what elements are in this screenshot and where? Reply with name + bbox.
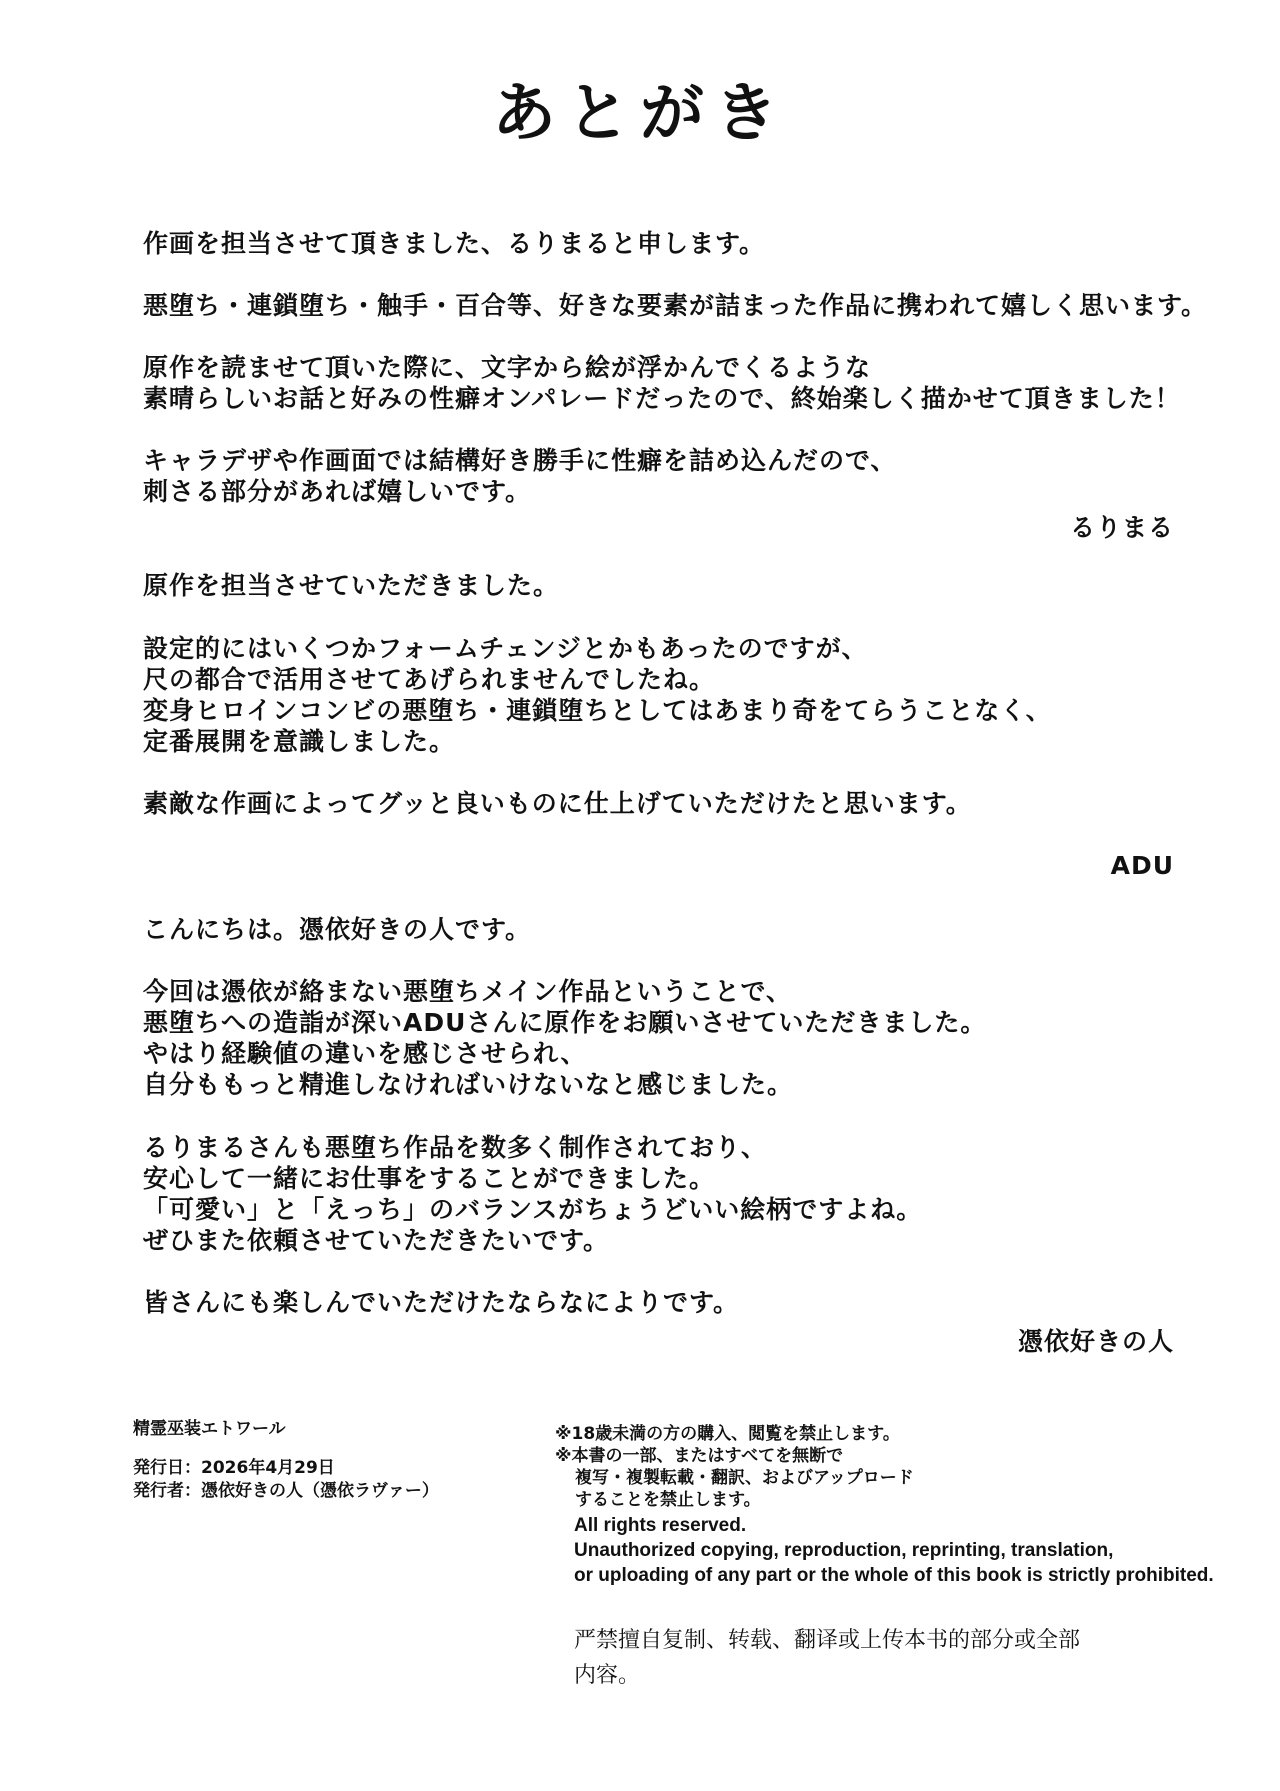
- chinese-line: 内容。: [574, 1663, 641, 1688]
- afterword-paragraph: [143, 1132, 1183, 1256]
- text-line: やはり経験値の違いを感じさせられ、: [143, 1039, 587, 1068]
- publish-date: 発行日：2026年4月29日: [133, 1458, 335, 1478]
- text-line: 尺の都合で活用させてあげられませんでしたね。: [143, 665, 716, 694]
- text-line: 今回は憑依が絡まない悪堕ちメイン作品ということで、: [143, 977, 793, 1006]
- rights-reserved: All rights reserved.: [574, 1515, 747, 1536]
- text-line: 悪堕ち・連鎖堕ち・触手・百合等、好きな要素が詰まった作品に携われて嬉しく思います。: [143, 291, 1208, 320]
- english-line: Unauthorized copying, reproduction, reprinting, translation,: [574, 1540, 1114, 1561]
- text-line: 皆さんにも楽しんでいただけたならなによりです。: [143, 1288, 740, 1317]
- text-line: 刺さる部分があれば嬉しいです。: [143, 477, 532, 506]
- afterword-paragraph: [143, 352, 1183, 414]
- text-line: 安心して一緒にお仕事をすることができました。: [143, 1164, 716, 1193]
- text-line: 「可愛い」と「えっち」のバランスがちょうどいい絵柄ですよね。: [143, 1195, 923, 1224]
- text-line: ぜひまた依頼させていただきたいです。: [143, 1226, 610, 1255]
- signature-adu: ADU: [1110, 851, 1174, 880]
- colophon-info: [133, 1418, 439, 1503]
- book-title: 精霊巫装エトワール: [133, 1419, 286, 1439]
- text-line: 変身ヒロインコンビの悪堕ち・連鎖堕ちとしてはあまり奇をてらうことなく、: [143, 696, 1052, 725]
- page-title: あとがき: [492, 77, 788, 151]
- afterword-paragraph: [143, 976, 1183, 1100]
- text-line: キャラデザや作画面では結構好き勝手に性癖を詰め込んだので、: [143, 446, 897, 475]
- text-line: るりまるさんも悪堕ち作品を数多く制作されており、: [143, 1133, 768, 1162]
- afterword-hyoui: [143, 914, 1183, 945]
- signature-rurimaru: るりまる: [1069, 513, 1174, 542]
- english-line: or uploading of any part or the whole of this book is strictly prohibited.: [574, 1565, 1214, 1586]
- signature-hyoui: 憑依好きの人: [1017, 1327, 1174, 1356]
- notice-copy: ※本書の一部、またはすべてを無断で: [555, 1446, 844, 1466]
- text-line: 悪堕ちへの造詣が深いADUさんに原作をお願いさせていただきました。: [143, 1008, 987, 1037]
- text-line: 原作を担当させていただきました。: [143, 571, 560, 600]
- publisher: 発行者：憑依好きの人（憑依ラヴァー）: [133, 1481, 439, 1501]
- afterword-paragraph: [143, 788, 1183, 819]
- legal-notice: [555, 1423, 914, 1511]
- notice-age: ※18歳未満の方の購入、閲覧を禁止します。: [555, 1424, 900, 1444]
- english-notice: [574, 1513, 1214, 1588]
- afterword-adu: [143, 570, 1183, 601]
- afterword-paragraph: [143, 290, 1208, 321]
- afterword-paragraph: [143, 445, 1183, 507]
- spacer: [133, 1441, 439, 1457]
- text-line: 自分ももっと精進しなければいけないなと感じました。: [143, 1070, 794, 1099]
- text-line: 作画を担当させて頂きました、るりまると申します。: [143, 229, 766, 258]
- afterword-paragraph: [143, 1287, 1183, 1318]
- notice-copy-line2: 複写・複製転載・翻訳、およびアップロード: [575, 1468, 914, 1488]
- text-line: 原作を読ませて頂いた際に、文字から絵が浮かんでくるような: [143, 353, 872, 382]
- text-line: 素敵な作画によってグッと良いものに仕上げていただけたと思います。: [143, 789, 972, 818]
- text-line: 定番展開を意識しました。: [143, 727, 456, 756]
- afterword-rurimaru: [143, 228, 1183, 259]
- text-line: こんにちは。憑依好きの人です。: [143, 915, 532, 944]
- text-line: 設定的にはいくつかフォームチェンジとかもあったのですが、: [143, 634, 868, 663]
- afterword-paragraph: [143, 633, 1183, 757]
- chinese-line: 严禁擅自复制、转载、翻译或上传本书的部分或全部: [574, 1628, 1081, 1653]
- text-line: 素晴らしいお話と好みの性癖オンパレードだったので、終始楽しく描かせて頂きました！: [143, 384, 1181, 413]
- chinese-notice: [574, 1623, 1080, 1693]
- notice-copy-line3: することを禁止します。: [575, 1490, 761, 1510]
